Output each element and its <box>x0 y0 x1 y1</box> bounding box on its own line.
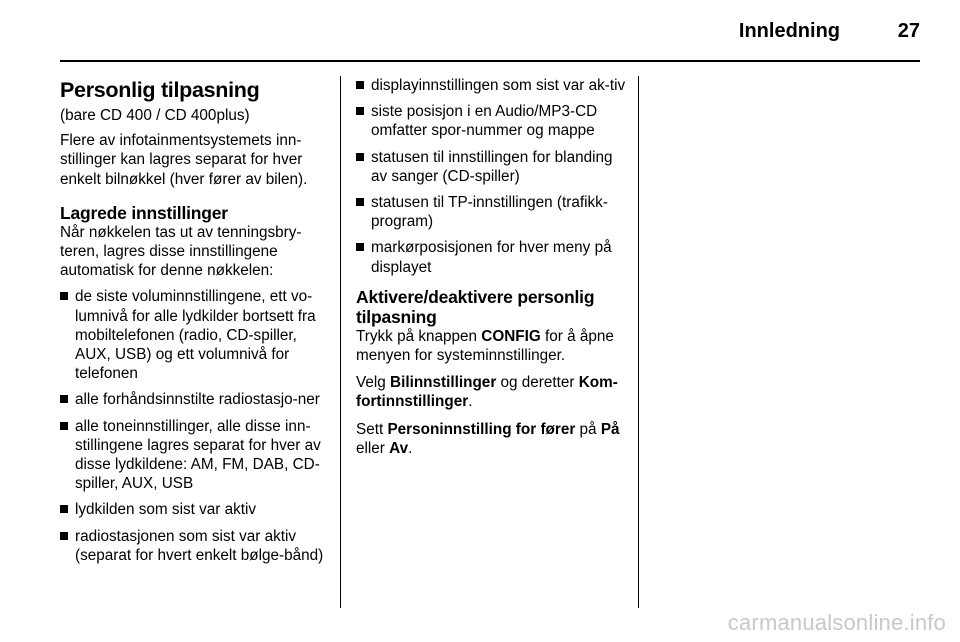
list-item: radiostasjonen som sist var aktiv (separat for hvert enkelt bølge-bånd) <box>60 527 330 565</box>
bullet-square-icon <box>60 422 68 430</box>
menu-item-vehicle-settings: Bilinnstillinger <box>390 374 497 392</box>
list-item: statusen til TP-innstillingen (trafikk-program) <box>356 193 626 231</box>
column-divider-left <box>340 76 341 608</box>
main-heading: Personlig tilpasning <box>60 78 260 102</box>
list-item: markørposisjonen for hver meny på displayet <box>356 238 626 276</box>
list-item: displayinnstillingen som sist var ak-tiv <box>356 76 626 95</box>
option-on: På <box>600 420 620 438</box>
list-item: lydkilden som sist var aktiv <box>60 500 330 519</box>
bullet-square-icon <box>356 243 364 251</box>
watermark: carmanualsonline.info <box>727 610 946 635</box>
page-header <box>60 0 920 62</box>
instruction-set: Sett Personinnstilling for fører på På eller Av. <box>356 420 620 457</box>
list-item: de siste voluminnstillingene, ett vo-lumnivå for alle lydkilder bortsett fra mobiltelefonen (radio, CD-spiller, AUX, USB) og ett volumnivå for telefonen <box>60 287 330 383</box>
instruction-select: Velg Bilinnstillinger og deretter Kom-fortinnstillinger. <box>356 374 618 411</box>
bullet-square-icon <box>60 292 68 300</box>
column-middle <box>356 76 626 466</box>
column-left <box>60 78 330 572</box>
model-note: (bare CD 400 / CD 400plus) <box>60 107 250 124</box>
config-button-label: CONFIG <box>481 327 541 345</box>
saved-settings-list-continued <box>356 76 626 277</box>
bullet-square-icon <box>60 395 68 403</box>
intro-paragraph: Flere av infotainmentsystemets inn-stillinger kan lagres separat for hver enkelt bilnøkkel (hver fører av bilen). <box>60 132 308 188</box>
instruction-config: Trykk på knappen CONFIG for å åpne menyen for systeminnstillinger. <box>356 327 614 365</box>
option-off: Av <box>389 439 409 457</box>
list-item: alle forhåndsinnstilte radiostasjo-ner <box>60 390 330 409</box>
list-item: siste posisjon i en Audio/MP3-CD omfatter spor-nummer og mappe <box>356 102 626 140</box>
page-number: 27 <box>897 20 920 42</box>
list-item: alle toneinnstillinger, alle disse inn-stillingene lagres separat for hver av disse lydkildene: AM, FM, DAB, CD-spiller, AUX, USB <box>60 417 330 494</box>
bullet-square-icon <box>356 198 364 206</box>
saved-settings-intro: Når nøkkelen tas ut av tenningsbry-teren, lagres disse innstillingene automatisk for denne nøkkelen: <box>60 223 302 280</box>
bullet-square-icon <box>356 107 364 115</box>
bullet-square-icon <box>60 532 68 540</box>
menu-item-comfort-settings: Kom-fortinnstillinger <box>356 374 618 411</box>
bullet-square-icon <box>356 81 364 89</box>
saved-settings-list <box>60 287 330 565</box>
list-item: statusen til innstillingen for blanding av sanger (CD-spiller) <box>356 148 626 186</box>
sub-heading-saved-settings: Lagrede innstillinger <box>60 202 228 223</box>
bullet-square-icon <box>60 505 68 513</box>
menu-item-personalization: Personinnstilling for fører <box>387 420 576 438</box>
bullet-square-icon <box>356 153 364 161</box>
sub-heading-activate: Aktivere/deaktivere personlig tilpasning <box>356 286 595 327</box>
section-title: Innledning <box>738 20 840 42</box>
column-divider-right <box>638 76 639 608</box>
